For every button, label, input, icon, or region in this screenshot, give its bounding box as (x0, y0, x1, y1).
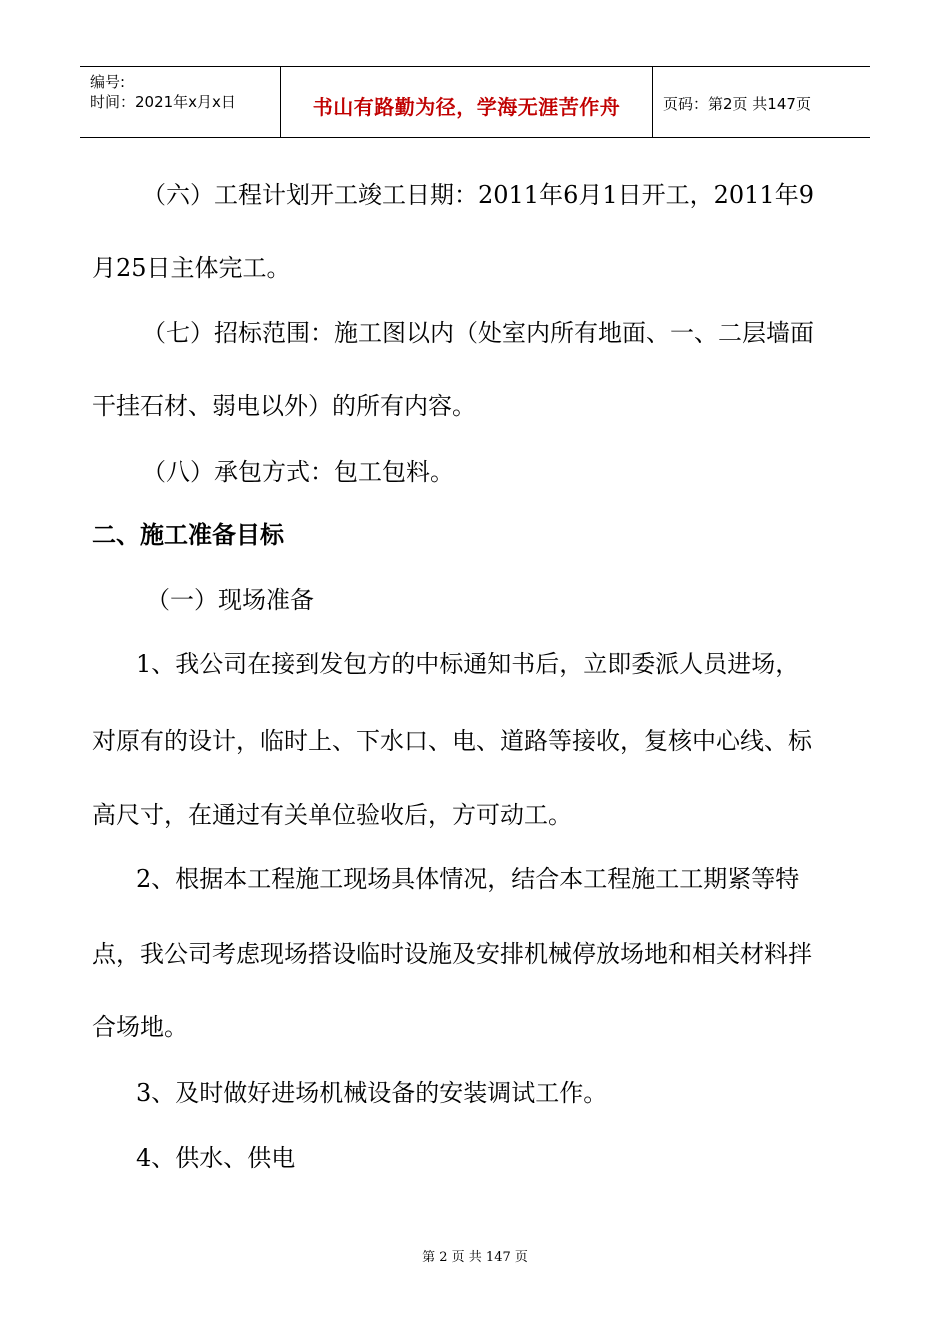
paragraph-schedule-line2: 月25日主体完工。 (92, 254, 291, 282)
header-page-cell (653, 67, 870, 137)
item1-line1: 1、我公司在接到发包方的中标通知书后，立即委派人员进场， (136, 650, 800, 678)
paragraph-scope-line2: 干挂石材、弱电以外）的所有内容。 (92, 392, 476, 420)
document-number-label: 编号: (90, 73, 126, 91)
header-motto: 书山有路勤为径，学海无涯苦作舟 (312, 95, 621, 119)
header-meta-cell (80, 67, 281, 137)
header-motto-cell (281, 67, 653, 137)
paragraph-scope-line1: （七）招标范围：施工图以内（处室内所有地面、一、二层墙面 (142, 319, 814, 347)
page-footer: 第 2 页 共 147 页 (422, 1250, 528, 1265)
header-page-info: 页码：第2页 共147页 (663, 95, 811, 113)
subsection-heading: （一）现场准备 (146, 586, 314, 614)
item1-line3: 高尺寸，在通过有关单位验收后，方可动工。 (92, 801, 572, 829)
item2-line3: 合场地。 (92, 1013, 188, 1041)
section-heading: 二、施工准备目标 (92, 521, 284, 549)
item2-line1: 2、根据本工程施工现场具体情况，结合本工程施工工期紧等特 (136, 865, 800, 893)
paragraph-schedule-line1: （六）工程计划开工竣工日期：2011年6月1日开工，2011年9 (142, 181, 814, 209)
item2-line2: 点，我公司考虑现场搭设临时设施及安排机械停放场地和相关材料拌 (92, 940, 812, 968)
paragraph-contract: （八）承包方式：包工包料。 (142, 458, 454, 486)
page-header (80, 66, 870, 138)
item3: 3、及时做好进场机械设备的安装调试工作。 (136, 1079, 608, 1107)
document-date: 时间：2021年x月x日 (90, 93, 236, 111)
item1-line2: 对原有的设计，临时上、下水口、电、道路等接收，复核中心线、标 (92, 727, 812, 755)
item4: 4、供水、供电 (136, 1144, 296, 1172)
